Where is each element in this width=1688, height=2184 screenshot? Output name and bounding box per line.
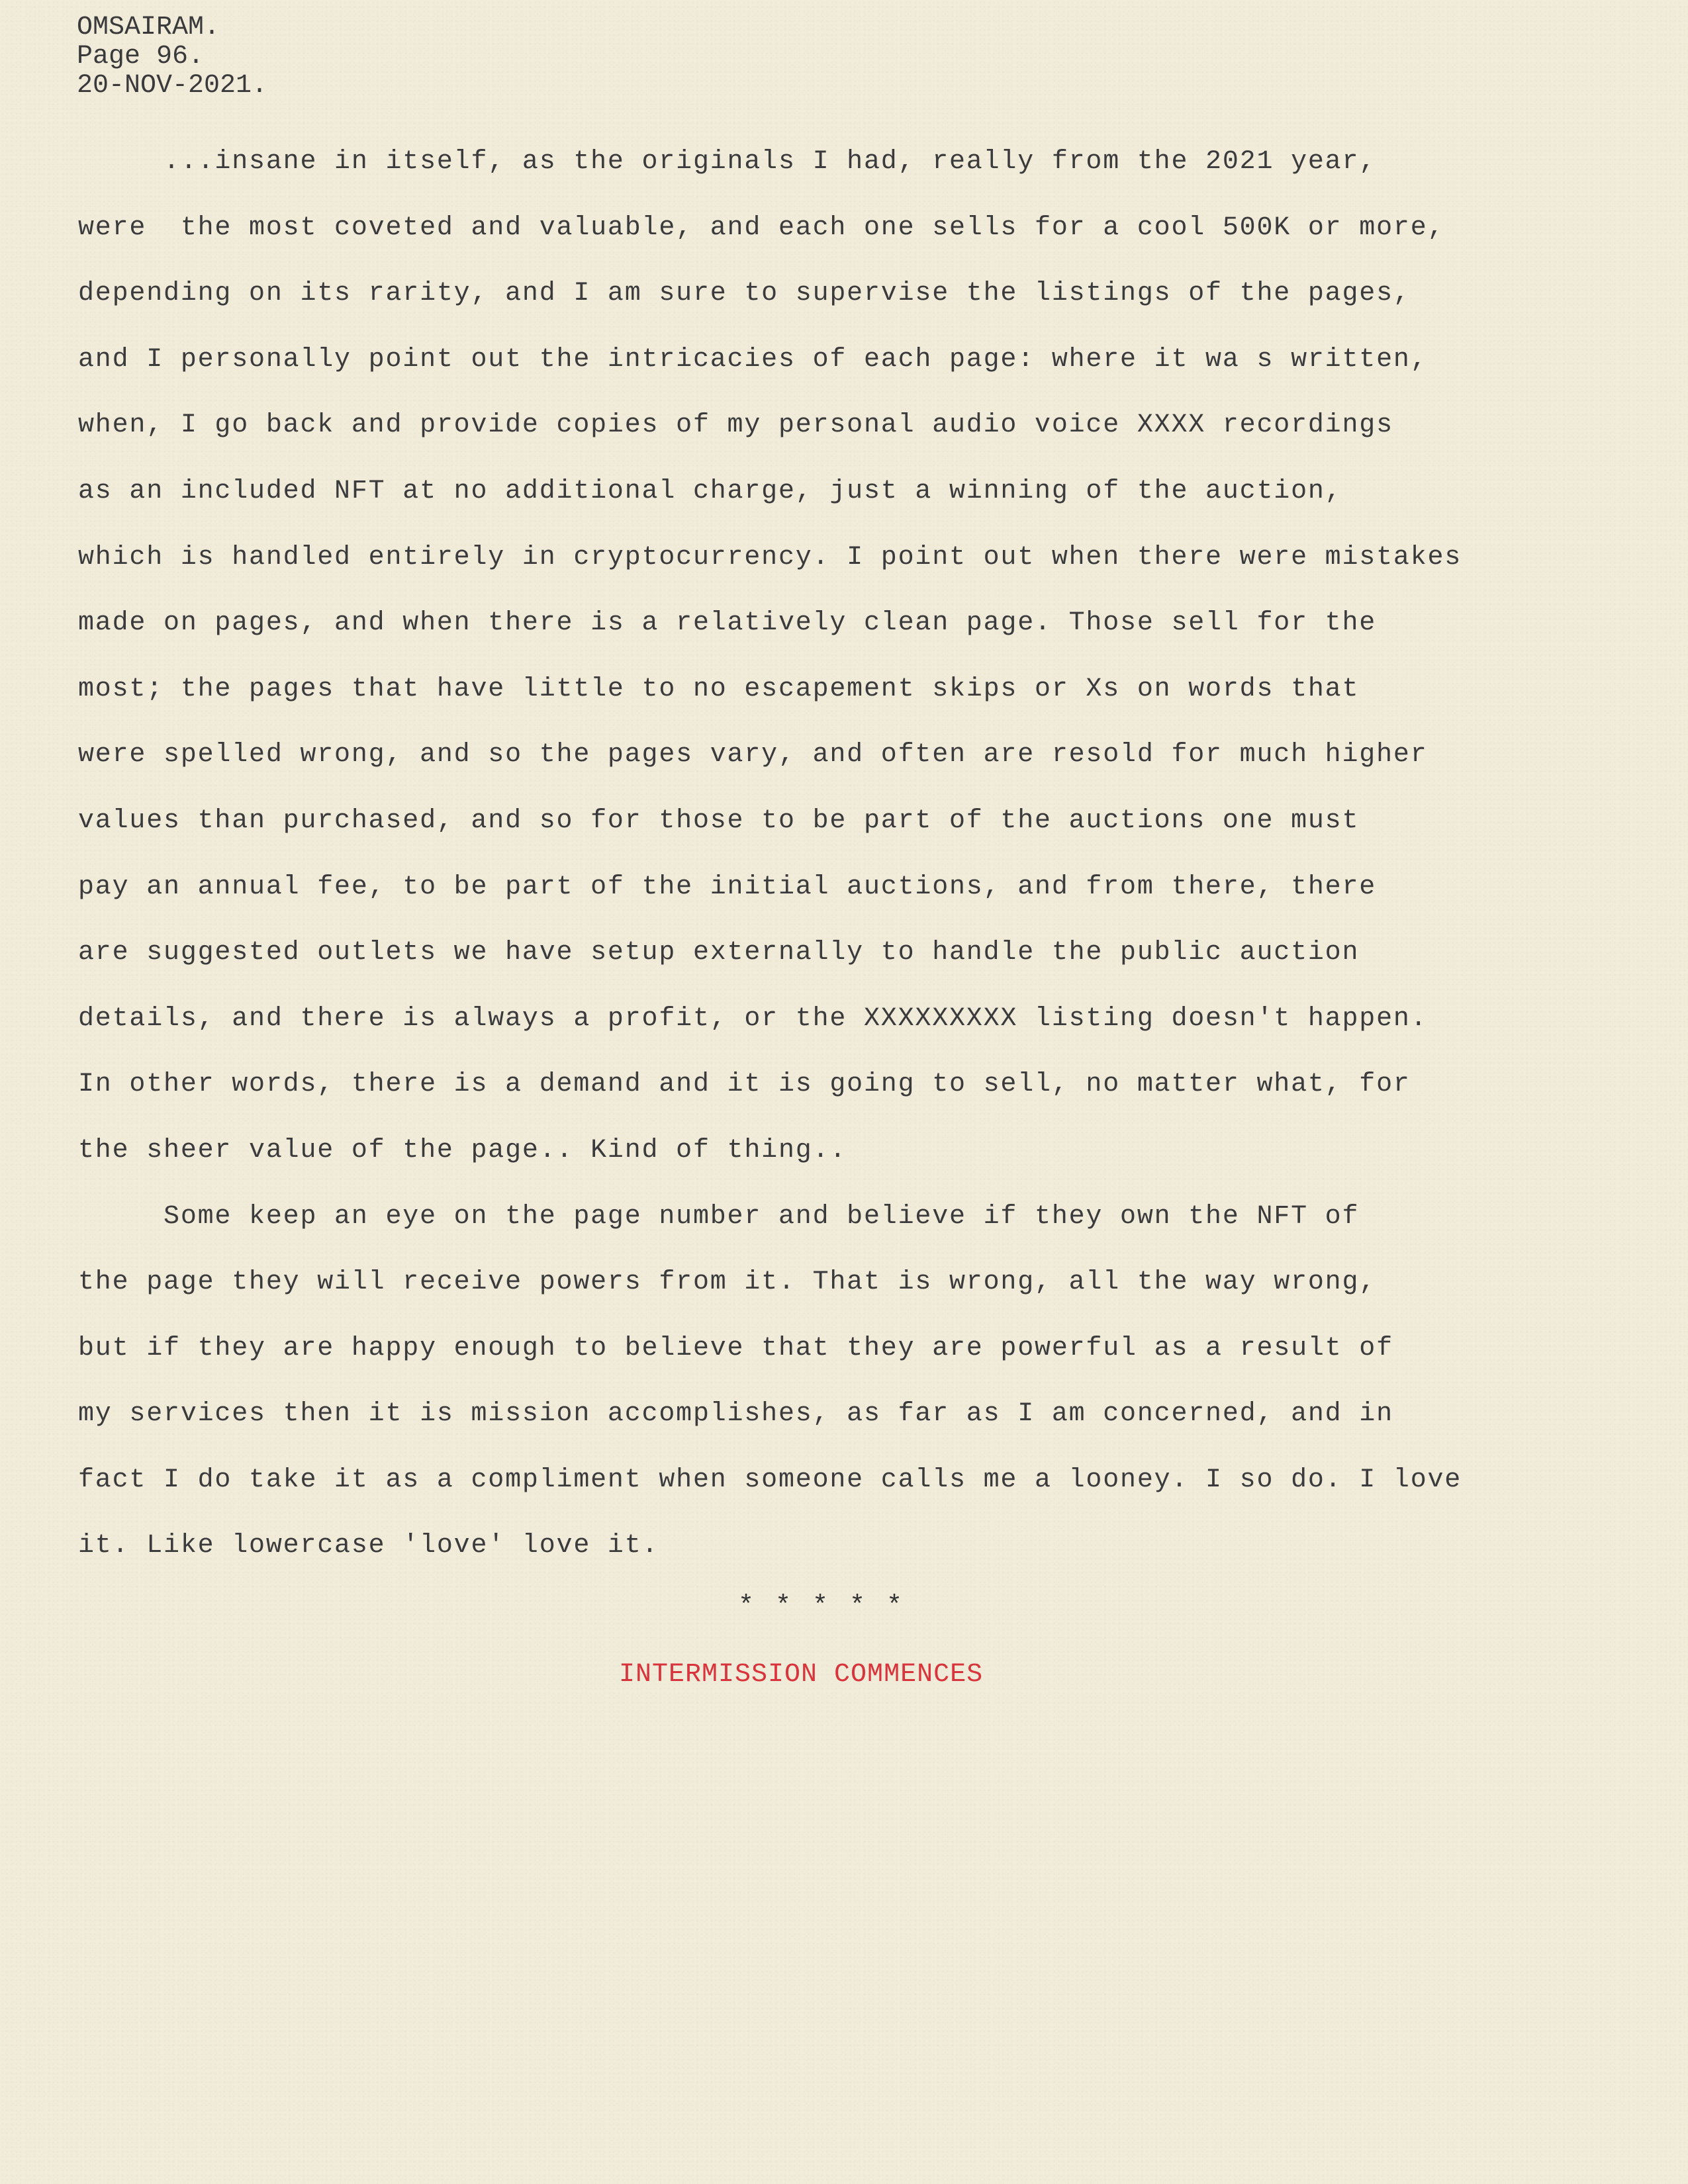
body-text bbox=[78, 142, 1687, 1592]
text-line: most; the pages that have little to no escapement skips or Xs on words that bbox=[78, 674, 1360, 704]
section-separator: * * * * * bbox=[738, 1592, 906, 1621]
text-line: Some keep an eye on the page number and believe if they own the NFT of bbox=[78, 1201, 1360, 1232]
text-line: In other words, there is a demand and it is going to sell, no matter what, for bbox=[78, 1069, 1411, 1100]
text-line: as an included NFT at no additional charge, just a winning of the auction, bbox=[78, 476, 1342, 506]
text-line: made on pages, and when there is a relatively clean page. Those sell for the bbox=[78, 608, 1377, 639]
page-header bbox=[77, 13, 267, 101]
text-line: when, I go back and provide copies of my personal audio voice XXXX recordings bbox=[78, 410, 1393, 441]
header-title: OMSAIRAM. bbox=[77, 13, 220, 42]
text-line: were the most coveted and valuable, and each one sells for a cool 500K or more, bbox=[78, 212, 1445, 243]
text-line: the page they will receive powers from it. That is wrong, all the way wrong, bbox=[78, 1267, 1377, 1298]
text-line: which is handled entirely in cryptocurrency. I point out when there were mistakes bbox=[78, 542, 1462, 572]
header-page-number: Page 96. bbox=[77, 42, 205, 71]
text-line: ...insane in itself, as the originals I had, really from the 2021 year, bbox=[78, 147, 1377, 177]
text-line: the sheer value of the page.. Kind of thing.. bbox=[78, 1135, 847, 1165]
text-line: it. Like lowercase 'love' love it. bbox=[78, 1531, 659, 1561]
text-line: details, and there is always a profit, or the XXXXXXXXX listing doesn't happen. bbox=[78, 1003, 1428, 1034]
text-line: but if they are happy enough to believe that they are powerful as a result of bbox=[78, 1333, 1393, 1363]
intermission-heading: INTERMISSION COMMENCES bbox=[619, 1660, 984, 1690]
header-date: 20-NOV-2021. bbox=[77, 71, 268, 101]
text-line: are suggested outlets we have setup externally to handle the public auction bbox=[78, 938, 1360, 968]
text-line: and I personally point out the intricacies of each page: where it wa s written, bbox=[78, 344, 1428, 375]
text-line: depending on its rarity, and I am sure to supervise the listings of the pages, bbox=[78, 279, 1411, 309]
text-line: fact I do take it as a compliment when someone calls me a looney. I so do. I love bbox=[78, 1465, 1462, 1495]
text-line: values than purchased, and so for those to be part of the auctions one must bbox=[78, 805, 1360, 836]
text-line: pay an annual fee, to be part of the initial auctions, and from there, there bbox=[78, 872, 1377, 902]
text-line: were spelled wrong, and so the pages vary, and often are resold for much higher bbox=[78, 740, 1428, 770]
text-line: my services then it is mission accomplishes, as far as I am concerned, and in bbox=[78, 1399, 1393, 1430]
